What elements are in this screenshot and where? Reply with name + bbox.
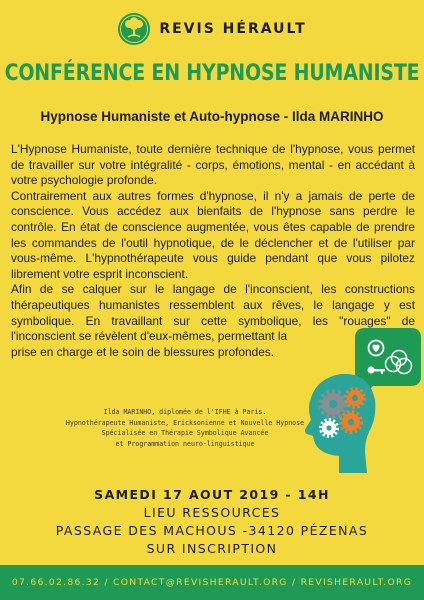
footer-contact-bar	[0, 565, 424, 600]
conference-title: CONFÉRENCE EN HYPNOSE HUMANISTE	[4, 60, 420, 86]
brand-name: REVIS HÉRAULT	[159, 21, 307, 37]
event-registration: SUR INSCRIPTION	[146, 541, 278, 556]
credit-line: Ilda MARINHO, diplomée de l'IFHE à Paris.	[103, 408, 267, 416]
gear-icon	[346, 389, 365, 408]
contact-info[interactable]: 07.66.02.86.32 / CONTACT@REVISHERAULT.ORG / REVISHERAULT.ORG	[11, 577, 413, 588]
event-date: SAMEDI 17 AOUT 2019 - 14H	[94, 487, 330, 502]
paragraph: prise en charge et le soin de blessures profondes.	[11, 344, 275, 359]
credit-line: et Programmation neuro-linguistique	[115, 440, 255, 449]
conference-subtitle: Hypnose Humaniste et Auto-hypnose - Ilda MARINHO	[40, 109, 384, 124]
paragraph: Contrairement aux autres formes d'hypnose, il n'y a jamais de perte de conscience. Vous accédez aux bienfaits de l'hypnose sans perdre le contrôle. En état de conscience augmentée, vous êtes capable de prendre les commandes de l'outil hypnotique, de le déclencher et de l'utiliser par vous-même. L'hypnothérapeute vous guide pendant que vous pilotez librement votre esprit inconscient.	[11, 188, 415, 281]
event-venue: LIEU RESSOURCES	[143, 505, 281, 520]
header	[0, 10, 424, 48]
paragraph: Afin de se calquer sur le langage de l'inconscient, les constructions thérapeutiques humanistes ressemblent aux rêves, le langage y est symbolique. En travaillant sur cette symbolique, les "rouages" de l'inconscient se révèlent d'eux-mêmes, permettant la	[11, 282, 415, 344]
paragraph: L'Hypnose Humaniste, toute dernière technique de l'hypnose, vous permet de travailler sur votre intégralité - corps, émotions, mental - en accédant à votre psychologie profonde.	[11, 142, 415, 188]
event-address: PASSAGE DES MACHOUS -34120 PÉZENAS	[55, 523, 369, 538]
credit-line: Hypnothérapeute Humaniste, Ericksonienne et Nouvelle Hypnose	[65, 418, 305, 427]
tree-of-life-icon	[117, 12, 151, 46]
event-details	[0, 486, 424, 558]
head-with-gears-icon	[293, 328, 423, 473]
credit-line: Spécialisée en Thérapie Symbolique Avancée	[101, 429, 269, 438]
